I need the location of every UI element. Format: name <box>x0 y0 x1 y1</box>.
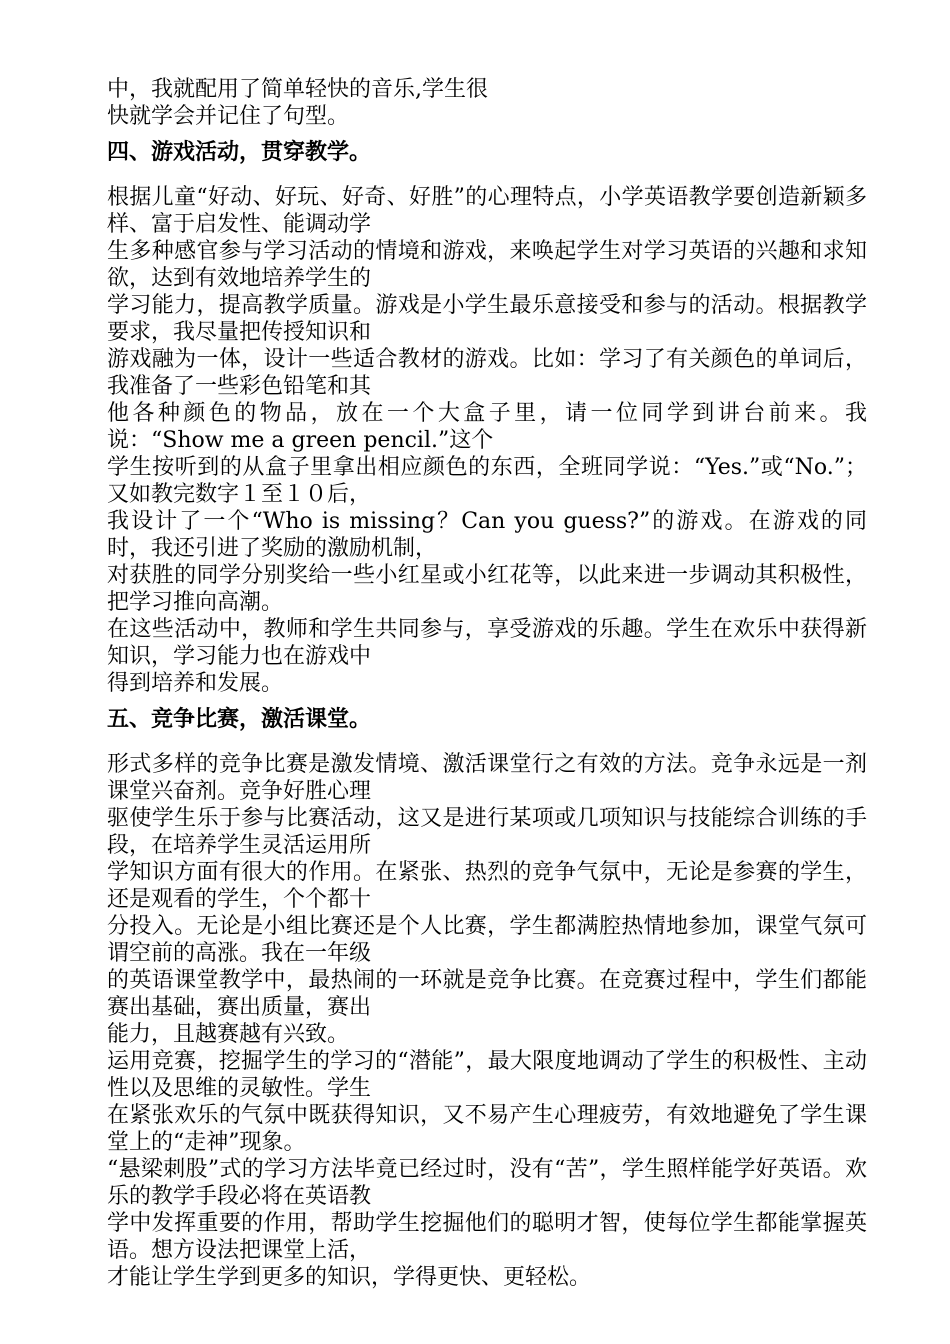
body-paragraph: 对获胜的同学分别奖给一些小红星或小红花等，以此来进一步调动其积极性，把学习推向高潮。 <box>107 563 867 615</box>
section-heading: 四、游戏活动，贯穿教学。 <box>107 139 372 165</box>
body-paragraph: 生多种感官参与学习活动的情境和游戏，来唤起学生对学习英语的兴趣和求知欲，达到有效地培养学生的 <box>107 239 867 291</box>
body-paragraph: 运用竞赛，挖掘学生的学习的“潜能”，最大限度地调动了学生的积极性、主动性以及思维的灵敏性。学生 <box>107 1049 867 1101</box>
body-paragraph: 学习能力，提高教学质量。游戏是小学生最乐意接受和参与的活动。根据教学要求，我尽量把传授知识和 <box>107 293 867 345</box>
body-paragraph: 在紧张欢乐的气氛中既获得知识，又不易产生心理疲劳，有效地避免了学生课堂上的“走神”现象。 <box>107 1103 867 1155</box>
body-paragraph: 形式多样的竞争比赛是激发情境、激活课堂行之有效的方法。竞争永远是一剂课堂兴奋剂。竞争好胜心理 <box>107 752 867 804</box>
body-paragraph: 的英语课堂教学中，最热闹的一环就是竞争比赛。在竞赛过程中，学生们都能赛出基础，赛出质量，赛出 <box>107 968 867 1020</box>
body-paragraph: 能力，且越赛越有兴致。 <box>107 1022 350 1047</box>
body-paragraph: “悬梁刺股”式的学习方法毕竟已经过时，没有“苦”，学生照样能学好英语。欢乐的教学手段必将在英语教 <box>107 1157 867 1209</box>
body-paragraph: 游戏融为一体，设计一些适合教材的游戏。比如：学习了有关颜色的单词后，我准备了一些彩色铅笔和其 <box>107 347 867 399</box>
body-paragraph: 分投入。无论是小组比赛还是个人比赛，学生都满腔热情地参加，课堂气氛可谓空前的高涨。我在一年级 <box>107 914 867 966</box>
body-paragraph: 他各种颜色的物品，放在一个大盒子里，请一位同学到讲台前来。我说：“Show me a green pencil.”这个 <box>107 401 867 453</box>
body-paragraph: 得到培养和发展。 <box>107 671 284 696</box>
body-paragraph: 驱使学生乐于参与比赛活动，这又是进行某项或几项知识与技能综合训练的手段，在培养学生灵活运用所 <box>107 806 867 858</box>
body-paragraph: 在这些活动中，教师和学生共同参与，享受游戏的乐趣。学生在欢乐中获得新知识，学习能力也在游戏中 <box>107 617 867 669</box>
body-paragraph: 学知识方面有很大的作用。在紧张、热烈的竞争气氛中，无论是参赛的学生，还是观看的学生，个个都十 <box>107 860 867 912</box>
intro-line: 快就学会并记住了句型。 <box>107 104 350 129</box>
body-paragraph: 才能让学生学到更多的知识，学得更快、更轻松。 <box>107 1265 592 1290</box>
document-page <box>107 76 867 1291</box>
body-paragraph: 学中发挥重要的作用，帮助学生挖掘他们的聪明才智，使每位学生都能掌握英语。想方设法把课堂上活， <box>107 1211 867 1263</box>
body-paragraph: 根据儿童“好动、好玩、好奇、好胜”的心理特点，小学英语教学要创造新颖多样、富于启发性、能调动学 <box>107 185 867 237</box>
section-heading: 五、竞争比赛，激活课堂。 <box>107 706 372 732</box>
body-paragraph: 学生按听到的从盒子里拿出相应颜色的东西，全班同学说：“Yes.”或“No.”；又如教完数字１至１０后， <box>107 455 867 507</box>
body-paragraph: 我设计了一个“Who is missing？Can you guess?”的游戏。在游戏的同时，我还引进了奖励的激励机制， <box>107 509 867 561</box>
intro-line: 中，我就配用了简单轻快的音乐,学生很 <box>107 77 488 102</box>
